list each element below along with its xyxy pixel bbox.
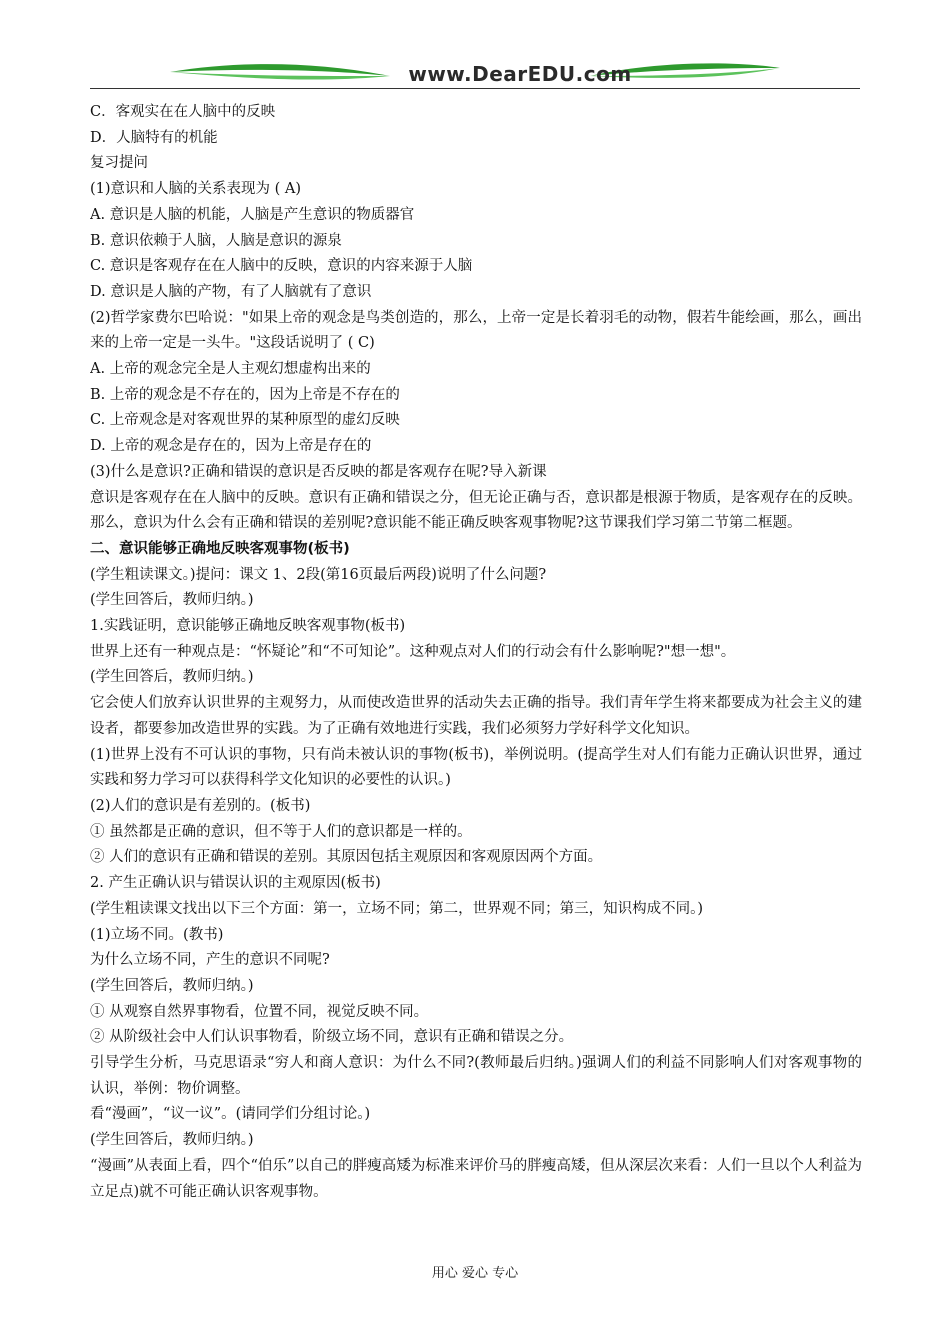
text-line: 意识是客观存在在人脑中的反映。意识有正确和错误之分，但无论正确与否，意识都是根源于物质，是客观存在的反映。那么，意识为什么会有正确和错误的差别呢?意识能不能正确反映客观事物呢?这节课我们学习第二节第二框题。 xyxy=(90,489,862,532)
text-line: (1)世界上没有不可认识的事物，只有尚未被认识的事物(板书)，举例说明。(提高学生对人们有能力正确认识世界，通过实践和努力学习可以获得科学文化知识的必要性的认识。) xyxy=(90,746,862,789)
text-line: (学生粗读课文。)提问：课文 1、2段(第16页最后两段)说明了什么问题? xyxy=(90,566,547,583)
text-line: D. 上帝的观念是存在的，因为上帝是存在的 xyxy=(90,438,372,455)
text-line: (学生回答后，教师归纳。) xyxy=(90,1132,254,1149)
text-line: B. 意识依赖于人脑，人脑是意识的源泉 xyxy=(90,232,342,249)
text-line: “漫画”从表面上看，四个“伯乐”以自己的胖瘦高矮为标准来评价马的胖瘦高矮，但从深层次来看：人们一旦以个人利益为立足点)就不可能正确认识客观事物。 xyxy=(90,1157,862,1200)
text-line: (3)什么是意识?正确和错误的意识是否反映的都是客观存在呢?导入新课 xyxy=(90,463,547,480)
section-heading: 二、意识能够正确地反映客观事物(板书) xyxy=(90,540,350,557)
text-line: D. 意识是人脑的产物，有了人脑就有了意识 xyxy=(90,283,372,300)
text-line: 1.实践证明，意识能够正确地反映客观事物(板书) xyxy=(90,618,406,635)
header-divider xyxy=(90,88,860,89)
text-line: (1)意识和人脑的关系表现为 ( A) xyxy=(90,181,302,198)
text-line: (2)哲学家费尔巴哈说："如果上帝的观念是鸟类创造的，那么，上帝一定是长着羽毛的动物，假若牛能绘画，那么，画出来的上帝一定是一头牛。"这段话说明了 ( C) xyxy=(90,309,862,352)
text-line: (学生回答后，教师归纳。) xyxy=(90,977,254,994)
text-line: A. 意识是人脑的机能，人脑是产生意识的物质器官 xyxy=(90,206,415,223)
text-line: ① 虽然都是正确的意识，但不等于人们的意识都是一样的。 xyxy=(90,823,472,840)
text-line: 看“漫画”，“议一议”。(请同学们分组讨论。) xyxy=(90,1106,371,1123)
document-body xyxy=(90,100,862,1205)
text-line: (学生回答后，教师归纳。) xyxy=(90,592,254,609)
text-line: (1)立场不同。(教书) xyxy=(90,926,224,943)
page-footer: 用心 爱心 专心 xyxy=(431,1266,519,1281)
text-line: C. 意识是客观存在在人脑中的反映，意识的内容来源于人脑 xyxy=(90,258,473,275)
text-line: (学生回答后，教师归纳。) xyxy=(90,669,254,686)
text-line: (2)人们的意识是有差别的。(板书) xyxy=(90,797,311,814)
text-line: A. 上帝的观念完全是人主观幻想虚构出来的 xyxy=(90,361,371,378)
site-brand: www.DearEDU.com xyxy=(408,62,632,86)
text-line: 2. 产生正确认识与错误认识的主观原因(板书) xyxy=(90,875,381,892)
text-line: ① 从观察自然界事物看，位置不同，视觉反映不同。 xyxy=(90,1003,429,1020)
text-line: 引导学生分析，马克思语录“穷人和商人意识：为什么不同?(教师最后归纳。)强调人们的利益不同影响人们对客观事物的认识，举例：物价调整。 xyxy=(90,1055,862,1097)
text-line: B. 上帝的观念是不存在的，因为上帝是不存在的 xyxy=(90,386,400,403)
text-line: C．客观实在在人脑中的反映 xyxy=(90,104,276,120)
text-line: ② 人们的意识有正确和错误的差别。其原因包括主观原因和客观原因两个方面。 xyxy=(90,849,603,866)
text-line: C. 上帝观念是对客观世界的某种原型的虚幻反映 xyxy=(90,412,400,429)
text-line: 世界上还有一种观点是：“怀疑论”和“不可知论”。这种观点对人们的行动会有什么影响呢?"想一想"。 xyxy=(90,643,736,660)
text-line: 为什么立场不同，产生的意识不同呢? xyxy=(90,952,330,969)
text-line: 复习提问 xyxy=(90,155,148,172)
text-line: 它会使人们放弃认识世界的主观努力，从而使改造世界的活动失去正确的指导。我们青年学生将来都要成为社会主义的建设者，都要参加改造世界的实践。为了正确有效地进行实践，我们必须努力学好科学文化知识。 xyxy=(90,695,862,737)
text-line: D．人脑特有的机能 xyxy=(90,129,218,146)
text-line: (学生粗读课文找出以下三个方面：第一，立场不同；第二，世界观不同；第三，知识构成不同。) xyxy=(90,900,704,917)
header-banner xyxy=(90,54,860,92)
text-line: ② 从阶级社会中人们认识事物看，阶级立场不同，意识有正确和错误之分。 xyxy=(90,1029,574,1046)
